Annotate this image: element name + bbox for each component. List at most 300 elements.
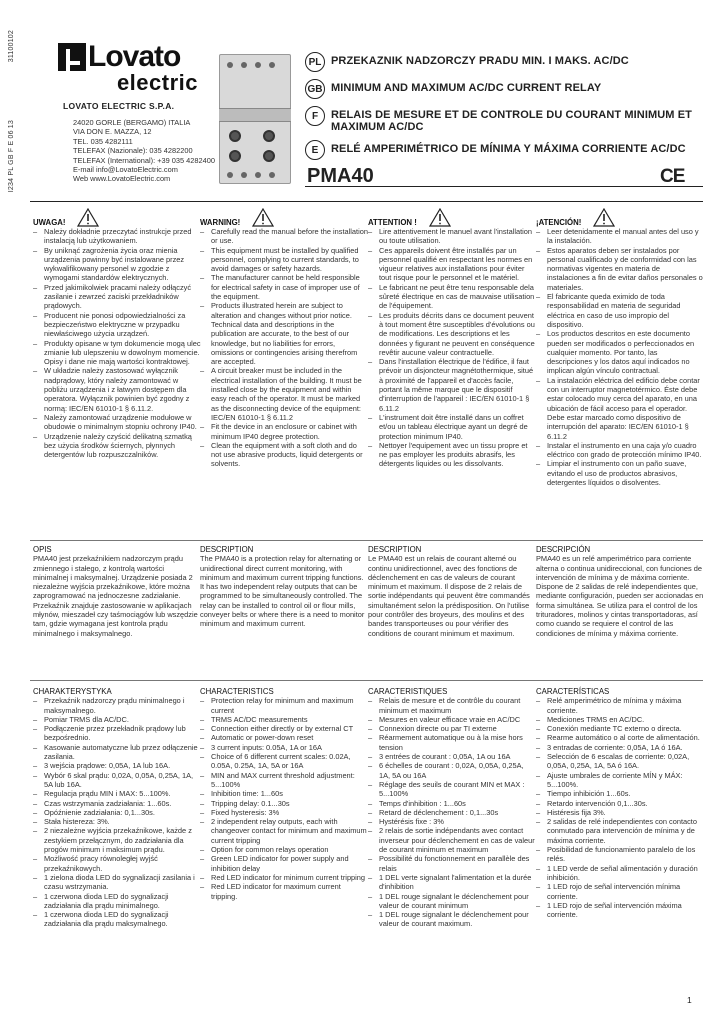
characteristics-heading: CHARAKTERYSTYKA (33, 687, 112, 696)
warning-item (536, 292, 704, 329)
characteristic-text: 2 salidas de relé independientes con contacto conmutado para intervención de mínima y de máxima corriente. (547, 817, 697, 845)
warning-item (368, 311, 536, 357)
bullet-dash: – (368, 714, 373, 724)
bullet-dash: – (33, 366, 38, 376)
title-row-e (305, 140, 705, 160)
address-line: Web www.LovatoElectric.com (73, 174, 171, 184)
characteristic-item (536, 733, 704, 742)
characteristic-item (200, 771, 368, 790)
warning-item (200, 441, 368, 469)
characteristic-item (368, 696, 536, 715)
warning-text: Fit the device in an enclosure or cabinet with minimum IP40 degree protection. (211, 422, 357, 441)
terminal-screw-icon (255, 62, 261, 68)
warning-text: Przed jakimikolwiek pracami należy odłączyć zasilanie i zewrzeć zaciski przekładników prądowych. (44, 282, 192, 311)
bullet-dash: – (536, 329, 541, 339)
characteristic-text: Temps d'inhibition : 1...60s (379, 798, 466, 808)
characteristic-item (33, 892, 201, 911)
characteristic-item (200, 817, 368, 845)
bullet-dash: – (33, 724, 38, 734)
characteristic-text: 3 entrées de courant : 0,05A, 1A ou 16A (379, 752, 511, 762)
characteristic-item (33, 910, 201, 929)
bullet-dash: – (200, 440, 205, 450)
characteristic-text: 6 échelles de courant : 0,02A, 0,05A, 0,25A, 1A, 5A ou 16A (379, 761, 524, 780)
bullet-dash: – (33, 412, 38, 422)
bullet-dash: – (368, 872, 373, 882)
bullet-dash: – (33, 817, 38, 827)
characteristic-text: Podłączenie przez przekładnik prądowy lub bezpośrednio. (44, 724, 186, 743)
description-column (536, 545, 704, 638)
warning-item (536, 246, 704, 292)
characteristic-text: 3 current inputs: 0.05A, 1A or 16A (211, 742, 322, 752)
characteristic-item (536, 724, 704, 733)
characteristic-text: Ajuste umbrales de corriente MÍN y MÁX: 5...100%. (547, 770, 683, 789)
characteristic-item (536, 789, 704, 798)
bullet-dash: – (33, 227, 38, 236)
warning-item (368, 441, 536, 469)
characteristic-item (368, 733, 536, 752)
bullet-dash: – (33, 282, 38, 292)
terminal-screw-icon (241, 172, 247, 178)
bullet-dash: – (368, 752, 373, 762)
warning-text: Nettoyer l'equipement avec un tissu propre et ne pas employer les produits abrasifs, les détergents liquides ou les dissolvants. (379, 440, 528, 469)
logo-subword: electric (116, 70, 198, 95)
warning-item (33, 366, 201, 412)
warning-text: El fabricante queda eximido de toda responsabilidad en materia de seguridad eléctrica en caso de uso impropio del dispositivo. (547, 292, 681, 329)
characteristic-item (368, 808, 536, 817)
bullet-dash: – (536, 292, 541, 302)
characteristic-item (200, 882, 368, 901)
bullet-dash: – (368, 357, 373, 367)
warning-text: L'instrument doit être installé dans un coffret et/ou un tableau électrique ayant un degré de protection minimum IP40. (379, 412, 528, 441)
characteristic-item (33, 715, 201, 724)
warning-text: Products illustrated herein are subject to alteration and changes without prior notice. Technical data and descriptions in the publication are accurate, to the best of our knowledge, but no liabilities for errors, omissions or contingencies arising therefrom are accepted. (211, 301, 358, 367)
bullet-dash: – (33, 714, 38, 724)
description-heading: DESCRIPCIÓN (536, 545, 591, 554)
characteristics-column (33, 687, 201, 929)
warning-text: The manufacturer cannot be held responsible for electrical safety in case of improper use of the equipment. (211, 273, 360, 302)
characteristic-text: Rearme automático o al corte de alimentación. (547, 733, 700, 743)
characteristic-item (200, 808, 368, 817)
characteristic-text: 2 relais de sortie indépendants avec contact inverseur pour déclenchement en cas de valeur de courant minimum et maximum (379, 826, 535, 855)
ce-mark-icon: CE (660, 166, 685, 187)
section-divider (30, 680, 703, 681)
description-column (33, 545, 201, 638)
bullet-dash: – (33, 770, 38, 780)
bullet-dash: – (536, 714, 541, 724)
warning-item (536, 376, 704, 441)
characteristic-item (536, 752, 704, 771)
bullet-dash: – (200, 854, 205, 864)
description-heading: OPIS (33, 545, 52, 554)
warning-text: Limpiar el instrumento con un paño suave, evitando el uso de productos abrasivos, detergentes líquidos o disolventes. (547, 459, 687, 488)
warning-column (200, 205, 368, 469)
address-line: 24020 GORLE (BERGAMO) ITALIA (73, 118, 191, 127)
warning-text: Les produits décrits dans ce document peuvent à tout moment être susceptibles d'évolutions ou de modifications. Les descriptions et les données y figurant ne peuvent en conséquence revêtir aucune valeur contractuelle. (379, 310, 535, 357)
description-heading: DESCRIPTION (200, 545, 254, 554)
warning-triangle-icon (252, 208, 274, 227)
bullet-dash: – (536, 863, 541, 873)
bullet-dash: – (368, 779, 373, 789)
characteristic-text: 1 LED rojo de señal intervención mínima corriente. (547, 882, 681, 901)
characteristic-item (200, 789, 368, 798)
address-line: TEL. 035 4282111 (73, 136, 133, 146)
warning-item (200, 246, 368, 274)
characteristic-text: 2 niezależne wyjścia przekaźnikowe, każde z zestykiem przełącznym, do zadziałania dla progów minimum i maksimum prądu. (44, 826, 192, 855)
bullet-dash: – (200, 817, 205, 827)
bullet-dash: – (33, 807, 38, 817)
bullet-dash: – (200, 882, 205, 892)
company-address (73, 118, 215, 184)
bullet-dash: – (368, 761, 373, 771)
bullet-dash: – (536, 440, 541, 450)
characteristic-item (536, 771, 704, 790)
bullet-dash: – (33, 696, 38, 706)
bullet-dash: – (536, 807, 541, 817)
characteristic-text: 1 LED verde de señal alimentación y duración inhibición. (547, 863, 698, 882)
bullet-dash: – (536, 798, 541, 808)
bullet-dash: – (33, 789, 38, 799)
title-text: RELAIS DE MESURE ET DE CONTROLE DU COURANT MINIMUM ET MAXIMUM AC/DC (331, 109, 692, 133)
characteristic-item (200, 845, 368, 854)
warning-column (33, 205, 201, 459)
warning-text: Instalar el instrumento en una caja y/o cuadro eléctrico con grado de protección mínimo IP40. (547, 440, 702, 460)
warning-item (33, 413, 201, 432)
characteristic-text: Mesures en valeur efficace vraie en AC/DC (379, 714, 521, 724)
characteristic-item (368, 892, 536, 911)
characteristic-text: 1 zielona dioda LED do sygnalizacji zasilania i czasu wstrzymania. (44, 872, 195, 892)
page-number: 1 (687, 995, 692, 1005)
characteristics-column (200, 687, 368, 901)
bullet-dash: – (33, 761, 38, 771)
terminal-screw-icon (269, 62, 275, 68)
warning-text: Carefully read the manual before the installation or use. (211, 227, 368, 246)
bullet-dash: – (33, 798, 38, 808)
bullet-dash: – (368, 807, 373, 817)
warning-heading (536, 205, 704, 227)
characteristic-text: Red LED indicator for maximum current tripping. (211, 882, 341, 901)
bullet-dash: – (536, 882, 541, 892)
characteristic-item (33, 817, 201, 826)
description-heading: DESCRIPTION (368, 545, 422, 554)
section-divider (30, 201, 703, 202)
warning-text: W układzie należy zastosować wyłącznik nadprądowy, który należy zamontować w pobliżu urządzenia i z łatwym dostępem dla operatora. Wyłącznik powinien być zgodny z normą: IEC/EN 61010-1 § 6.11.2. (44, 366, 190, 413)
characteristic-text: TRMS AC/DC measurements (211, 714, 308, 724)
characteristic-text: Opóźnienie zadziałania: 0,1...30s. (44, 807, 155, 817)
warning-item (536, 329, 704, 375)
bullet-dash: – (368, 227, 373, 236)
bullet-dash: – (368, 826, 373, 836)
warning-title: WARNING! (200, 217, 241, 227)
bullet-dash: – (536, 770, 541, 780)
characteristics-heading: CHARACTERISTICS (200, 687, 274, 696)
warning-item (368, 413, 536, 441)
warning-item (33, 339, 201, 367)
bullet-dash: – (33, 826, 38, 836)
characteristic-text: Choice of 6 different current scales: 0.02A, 0.05A, 0.25A, 1A, 5A or 16A (211, 752, 351, 771)
warning-text: Ces appareils doivent être installés par un personnel qualifié en respectant les normes en vigueur relatives aux installations pour éviter tout risque pour le personnel et le matériel. (379, 245, 533, 283)
warning-item (200, 422, 368, 441)
bullet-dash: – (368, 310, 373, 320)
characteristic-item (200, 854, 368, 873)
warning-text: Należy dokładnie przeczytać instrukcje przed instalacją lub użytkowaniem. (44, 227, 192, 246)
bullet-dash: – (200, 366, 205, 376)
bullet-dash: – (368, 798, 373, 808)
warning-text: Producent nie ponosi odpowiedzialności za bezpieczeństwo elektryczne w przypadku niewłaściwego użycia urządzeń. (44, 310, 186, 339)
characteristic-text: MIN and MAX current threshold adjustment: 5...100% (211, 770, 355, 789)
characteristic-item (33, 789, 201, 798)
lovato-logo (58, 42, 200, 100)
characteristic-item (33, 854, 201, 873)
characteristic-item (536, 864, 704, 883)
warning-column (536, 205, 704, 487)
characteristic-item (200, 743, 368, 752)
terminal-screw-icon (227, 62, 233, 68)
characteristic-item (536, 808, 704, 817)
warning-item (368, 357, 536, 413)
warning-item (368, 227, 536, 246)
description-text: The PMA40 is a protection relay for alternating or unidirectional direct current monitoring, with minimum and maximum current tripping functions. It has two independent relay outputs that can be programmed to be simultaneously controlled. The relay can be installed to control oil or flour mills, conveyer belts or where there is a need to monitor minimum and maximum current. (200, 554, 365, 629)
characteristic-item (200, 752, 368, 771)
warning-text: Lire attentivement le manuel avant l'installation ou toute utilisation. (379, 227, 533, 246)
bullet-dash: – (200, 742, 205, 752)
lang-badge: PL (305, 52, 325, 72)
characteristic-text: Regulacja prądu MIN i MAX: 5...100%. (44, 789, 171, 799)
characteristic-text: Selección de 6 escalas de corriente: 0,02A, 0,05A, 0,25A, 1A, 5A ó 16A. (547, 752, 690, 771)
terminal-screw-icon (269, 172, 275, 178)
characteristic-item (368, 854, 536, 873)
title-text: PRZEKAZNIK NADZORCZY PRADU MIN. I MAKS. AC/DC (331, 55, 629, 67)
bullet-dash: – (368, 817, 373, 827)
characteristic-item (200, 799, 368, 808)
warning-triangle-icon (429, 208, 451, 227)
warning-text: This equipment must be installed by qualified personnel, complying to current standards, to avoid damages or safety hazards. (211, 245, 359, 274)
bullet-dash: – (200, 301, 205, 311)
document-code-bottom: I234 PL GB F E 06 13 (8, 120, 15, 193)
characteristic-text: Stała histereza: 3%. (44, 817, 110, 827)
characteristic-text: Green LED indicator for power supply and inhibition delay (211, 854, 349, 873)
characteristic-item (368, 761, 536, 780)
logo-word: Lovato (88, 40, 181, 73)
characteristic-text: Relé amperimétrico de mínima y máxima corriente. (547, 696, 682, 715)
warning-item (33, 246, 201, 283)
characteristic-text: Automatic or power-down reset (211, 733, 314, 743)
title-row-pl (305, 52, 705, 72)
warning-text: Estos aparatos deben ser instalados por personal cualificado y de conformidad con las normativas vigentes en materia de instalaciones a fin de evitar daños personales o materiales. (547, 245, 703, 292)
language-titles (305, 52, 705, 167)
characteristic-text: Réarmement automatique ou à la mise hors tension (379, 733, 523, 752)
warning-text: Dans l'installation électrique de l'édifice, il faut prévoir un disjoncteur magnétothermique, situé à proximité de l'appareil et d'accès facile, portant la même marque que le dispositif d'interruption de l'appareil : IEC/EN 61010-1 § 6.11.2 (379, 357, 534, 413)
characteristic-item (33, 696, 201, 715)
section-divider (30, 540, 703, 541)
bullet-dash: – (200, 752, 205, 762)
characteristic-text: Pomiar TRMS dla AC/DC. (44, 714, 129, 724)
characteristic-text: 3 entradas de corriente: 0,05A, 1A ó 16A. (547, 742, 683, 752)
characteristic-item (536, 715, 704, 724)
characteristic-item (368, 799, 536, 808)
warning-heading (200, 205, 368, 227)
warning-title: ATTENTION ! (368, 217, 417, 227)
bullet-dash: – (536, 752, 541, 762)
bullet-dash: – (536, 742, 541, 752)
din-rail (219, 108, 291, 122)
title-rule (305, 186, 703, 187)
bullet-dash: – (368, 733, 373, 743)
characteristic-item (33, 808, 201, 817)
characteristic-text: Kasowanie automatyczne lub przez odłączenie zasilania. (44, 742, 198, 762)
characteristic-text: Wybór 6 skal prądu: 0,02A, 0,05A, 0,25A, 1A, 5A lub 16A. (44, 770, 194, 789)
warning-heading (33, 205, 201, 227)
characteristic-text: 1 LED rojo de señal intervención máxima corriente. (547, 900, 682, 920)
characteristic-item (368, 715, 536, 724)
logo-mark-icon (58, 43, 86, 71)
characteristic-item (368, 724, 536, 733)
characteristic-text: Hystérésis fixe : 3% (379, 817, 444, 827)
warning-item (33, 227, 201, 246)
characteristic-text: Przekaźnik nadzorczy prądu minimalnego i maksymalnego. (44, 696, 185, 715)
characteristics-column (536, 687, 704, 919)
bullet-dash: – (200, 696, 205, 706)
characteristic-text: 1 DEL verte signalant l'alimentation et la durée d'inhibition (379, 872, 532, 892)
title-text: MINIMUM AND MAXIMUM AC/DC CURRENT RELAY (331, 82, 602, 94)
characteristic-item (200, 733, 368, 742)
characteristic-text: Connection either directly or by external CT (211, 724, 354, 734)
bullet-dash: – (200, 273, 205, 283)
bullet-dash: – (536, 245, 541, 255)
warning-column (368, 205, 536, 469)
characteristic-item (536, 799, 704, 808)
bullet-dash: – (368, 854, 373, 864)
characteristic-text: Możliwość pracy równoległej wyjść przekaźnikowych. (44, 854, 158, 873)
characteristic-item (200, 873, 368, 882)
address-line: VIA DON E. MAZZA, 12 (73, 127, 152, 137)
bullet-dash: – (33, 310, 38, 320)
warning-item (33, 311, 201, 339)
characteristic-text: Tiempo inhibición 1...60s. (547, 789, 631, 799)
warning-item (368, 283, 536, 311)
characteristic-item (368, 752, 536, 761)
bullet-dash: – (33, 338, 38, 348)
characteristic-text: Relais de mesure et de contrôle du courant minimum et maximum (379, 696, 521, 715)
warning-heading (368, 205, 536, 227)
bullet-dash: – (33, 742, 38, 752)
warning-text: Los productos descritos en este documento pueden ser modificados o perfeccionados en cualquier momento. Por tanto, las descripciones y los datos aquí indicados no implican algún vínculo contractual. (547, 329, 695, 376)
warning-text: Leer detenidamente el manual antes del uso y la instalación. (547, 227, 699, 246)
warning-title: UWAGA! (33, 217, 66, 227)
characteristic-item (368, 817, 536, 826)
bullet-dash: – (33, 431, 38, 441)
terminal-screw-icon (241, 62, 247, 68)
characteristic-text: Conexión mediante TC externo o directa. (547, 724, 682, 734)
characteristic-text: Option for common relays operation (211, 845, 329, 855)
warning-text: A circuit breaker must be included in the electrical installation of the building. It must be installed close by the equipment and within easy reach of the operator. It must be marked as the disconnecting device of the equipment: IEC/EN 61010-1 § 6.11.2 (211, 366, 362, 422)
adjustment-knob-icon (229, 150, 241, 162)
title-row-f (305, 106, 705, 133)
warning-item (33, 283, 201, 311)
bullet-dash: – (200, 245, 205, 255)
characteristic-text: Posibilidad de funcionamiento paralelo de los relés. (547, 845, 696, 864)
characteristic-text: Possibilité du fonctionnement en parallèle des relais (379, 854, 530, 873)
bullet-dash: – (536, 375, 541, 385)
bullet-dash: – (200, 714, 205, 724)
bullet-dash: – (536, 696, 541, 706)
description-text: PMA40 es un relé amperimétrico para corriente alterna o continua unidireccional, con funciones de intervención de mínima y de máxima corriente. Dispone de 2 salidas de relé independientes que, mediante configuración, pueden ser accionadas en forma simultánea. Se utiliza para el control de los trituradores, molinos y cintas transportadoras, así como cuando se requiere el control de las condiciones de mínima y máxima corriente. (536, 554, 704, 638)
description-column (368, 545, 536, 638)
characteristic-text: 3 wejścia prądowe: 0,05A, 1A lub 16A. (44, 761, 171, 771)
bullet-dash: – (200, 789, 205, 799)
bullet-dash: – (536, 817, 541, 827)
characteristic-text: Fixed hysteresis: 3% (211, 807, 280, 817)
characteristics-column (368, 687, 536, 929)
warning-item (200, 366, 368, 422)
characteristic-item (200, 696, 368, 715)
bullet-dash: – (200, 733, 205, 743)
warning-triangle-icon (593, 208, 615, 227)
model-name: PMA40 (307, 165, 374, 187)
characteristic-item (33, 826, 201, 854)
warning-item (200, 301, 368, 366)
bullet-dash: – (536, 733, 541, 743)
title-row-gb (305, 79, 705, 99)
warning-item (536, 227, 704, 246)
characteristic-text: Red LED indicator for minimum current tripping (211, 872, 366, 882)
warning-triangle-icon (77, 208, 99, 227)
product-photo (205, 48, 301, 188)
characteristic-item (368, 826, 536, 854)
bullet-dash: – (368, 696, 373, 706)
address-line: TELEFAX (Nazionale): 035 4282200 (73, 146, 193, 156)
bullet-dash: – (33, 245, 38, 255)
bullet-dash: – (368, 282, 373, 292)
bullet-dash: – (200, 227, 205, 236)
warning-title: ¡ATENCIÓN! (536, 217, 582, 227)
description-text: PMA40 jest przekaźnikiem nadzorczym prądu zmiennego i stałego, z kontrolą wartości minimalnej i maksymalnej. Urządzenie posiada 2 niezależne wyjścia przekaźnikowe, które można zaprogramować na jednoczesne zadziałanie. Przekaźnik znajduje zastosowanie w aplikacjach młynów, mieszadeł czy taśmociągów lub wszędzie tam, gdzie wymagana jest kontrola prądu minimalnego i maksymalnego. (33, 554, 198, 638)
bullet-dash: – (536, 227, 541, 236)
bullet-dash: – (368, 412, 373, 422)
warning-item (368, 246, 536, 283)
bullet-dash: – (536, 845, 541, 855)
warning-text: Należy zamontować urządzenie modułowe w obudowie o minimalnym stopniu ochrony IP40. (44, 412, 197, 432)
characteristic-text: Inhibition time: 1...60s (211, 789, 283, 799)
adjustment-knob-icon (263, 130, 275, 142)
characteristic-item (536, 817, 704, 845)
description-column (200, 545, 368, 629)
characteristic-item (33, 799, 201, 808)
bullet-dash: – (200, 798, 205, 808)
bullet-dash: – (536, 724, 541, 734)
warning-item (33, 432, 201, 460)
title-text: RELÉ AMPERIMÉTRICO DE MÍNIMA Y MÁXIMA CORRIENTE AC/DC (331, 143, 686, 155)
bullet-dash: – (200, 872, 205, 882)
bullet-dash: – (33, 910, 38, 920)
warning-item (536, 441, 704, 460)
bullet-dash: – (368, 724, 373, 734)
characteristic-text: 1 czerwona dioda LED do sygnalizacji zadziałania dla prądu maksymalnego. (44, 910, 169, 929)
characteristic-text: Czas wstrzymania zadziałania: 1...60s. (44, 798, 172, 808)
lang-badge: F (305, 106, 325, 126)
characteristic-item (368, 873, 536, 892)
adjustment-knob-icon (263, 150, 275, 162)
characteristic-item (200, 715, 368, 724)
warning-text: Clean the equipment with a soft cloth and do not use abrasive products, liquid detergents or solvents. (211, 440, 363, 469)
lang-badge: GB (305, 79, 325, 99)
warning-text: La instalación eléctrica del edificio debe contar con un interruptor magnetotérmico. Éste debe estar colocado muy cerca del aparato, en una ubicación de fácil acceso para el operador. Debe estar marcado como dispositivo de interrupción del aparato: IEC/EN 61010-1 § 6.11.2 (547, 375, 700, 441)
bullet-dash: – (33, 854, 38, 864)
lang-badge: E (305, 140, 325, 160)
characteristic-item (536, 882, 704, 901)
warning-item (536, 459, 704, 487)
bullet-dash: – (536, 900, 541, 910)
characteristic-text: Histéresis fija 3%. (547, 807, 606, 817)
